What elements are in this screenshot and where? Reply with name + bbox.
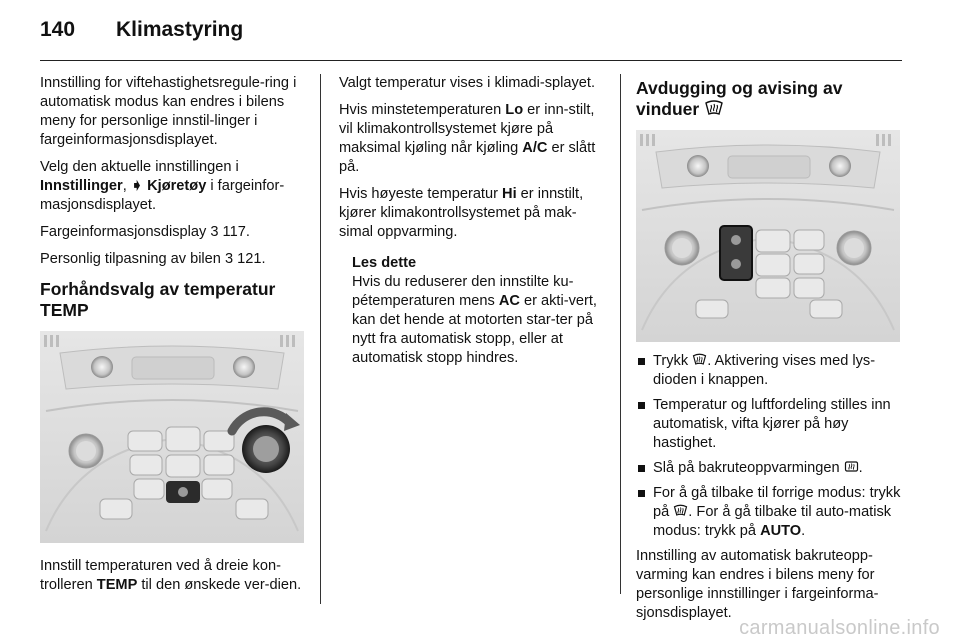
section-heading: Forhåndsvalg av temperatur TEMP	[40, 279, 276, 320]
paragraph: Velg den aktuelle innstillingen i Innstillinger, ➧ Kjøretøy i fargeinfor-masjonsdisplayet.	[40, 159, 285, 213]
cross-reference: Personlig tilpasning av bilen 3 121.	[40, 251, 266, 267]
page-link[interactable]: 117	[222, 224, 246, 240]
paragraph: Hvis minstetemperaturen Lo er inn-stilt, vil klimakontrollsystemet kjøre på maksimal kjøling når kjøling A/C er slått på.	[339, 102, 596, 175]
page-link[interactable]: 121	[237, 251, 262, 267]
column-3	[636, 74, 904, 631]
ref-arrow-icon: 3	[224, 251, 234, 267]
column-1	[40, 74, 306, 603]
chapter-title: Klimastyring	[116, 18, 244, 41]
windshield-defrost-icon	[704, 100, 724, 116]
header-rule	[40, 60, 902, 61]
page-number: 140	[40, 18, 76, 41]
paragraph: Hvis høyeste temperatur Hi er innstilt, kjører klimakontrollsystemet på mak-simal oppvarming.	[339, 186, 584, 240]
list-item: Temperatur og luftfordeling stilles inn automatisk, vifta kjører på høy hastighet.	[636, 396, 904, 453]
temp-knob-illustration	[40, 331, 304, 543]
paragraph: Innstill temperaturen ved å dreie kon-trolleren TEMP til den ønskede ver-dien.	[40, 558, 302, 593]
note-text: Hvis du reduserer den innstilte ku-pétemperaturen mens AC er akti-vert, kan det hende at motorten star-ter på nytt fra automatisk stopp, eller at automatisk stopp hindres.	[352, 274, 597, 366]
arrow-icon: ➧	[130, 178, 144, 194]
section-heading: Avdugging og avising av vinduer	[636, 78, 843, 119]
column-divider-2	[620, 74, 621, 594]
list-item: Trykk . Aktivering vises med lys-dioden i knappen.	[636, 352, 904, 390]
paragraph: Valgt temperatur vises i klimadi-splayet.	[339, 75, 596, 91]
note-title: Les dette	[352, 255, 417, 271]
paragraph: Innstilling for viftehastighetsregule-ring i automatisk modus kan endres i bilens meny for personlige innstil-linger i fargeinformasjonsdisplayet.	[40, 75, 297, 148]
bullet-list	[636, 352, 904, 541]
windshield-defrost-icon	[673, 504, 688, 517]
paragraph: Innstilling av automatisk bakruteopp-varming kan endres i bilens meny for personlige innstillinger i fargeinforma-sjonsdisplayet.	[636, 548, 879, 621]
rear-defrost-icon	[844, 460, 859, 473]
defrost-button-illustration	[636, 130, 900, 342]
watermark: carmanualsonline.info	[739, 617, 940, 639]
column-2	[339, 74, 607, 368]
windshield-defrost-icon	[692, 353, 707, 366]
cross-reference: Fargeinformasjonsdisplay 3 117.	[40, 224, 250, 240]
page-header	[40, 18, 243, 42]
ref-arrow-icon: 3	[210, 224, 219, 240]
list-item: For å gå tilbake til forrige modus: trykk på . For å gå tilbake til auto-matisk modus: trykk på AUTO.	[636, 484, 904, 541]
column-divider-1	[320, 74, 321, 604]
list-item: Slå på bakruteoppvarmingen .	[636, 459, 904, 478]
note-box	[339, 254, 607, 368]
